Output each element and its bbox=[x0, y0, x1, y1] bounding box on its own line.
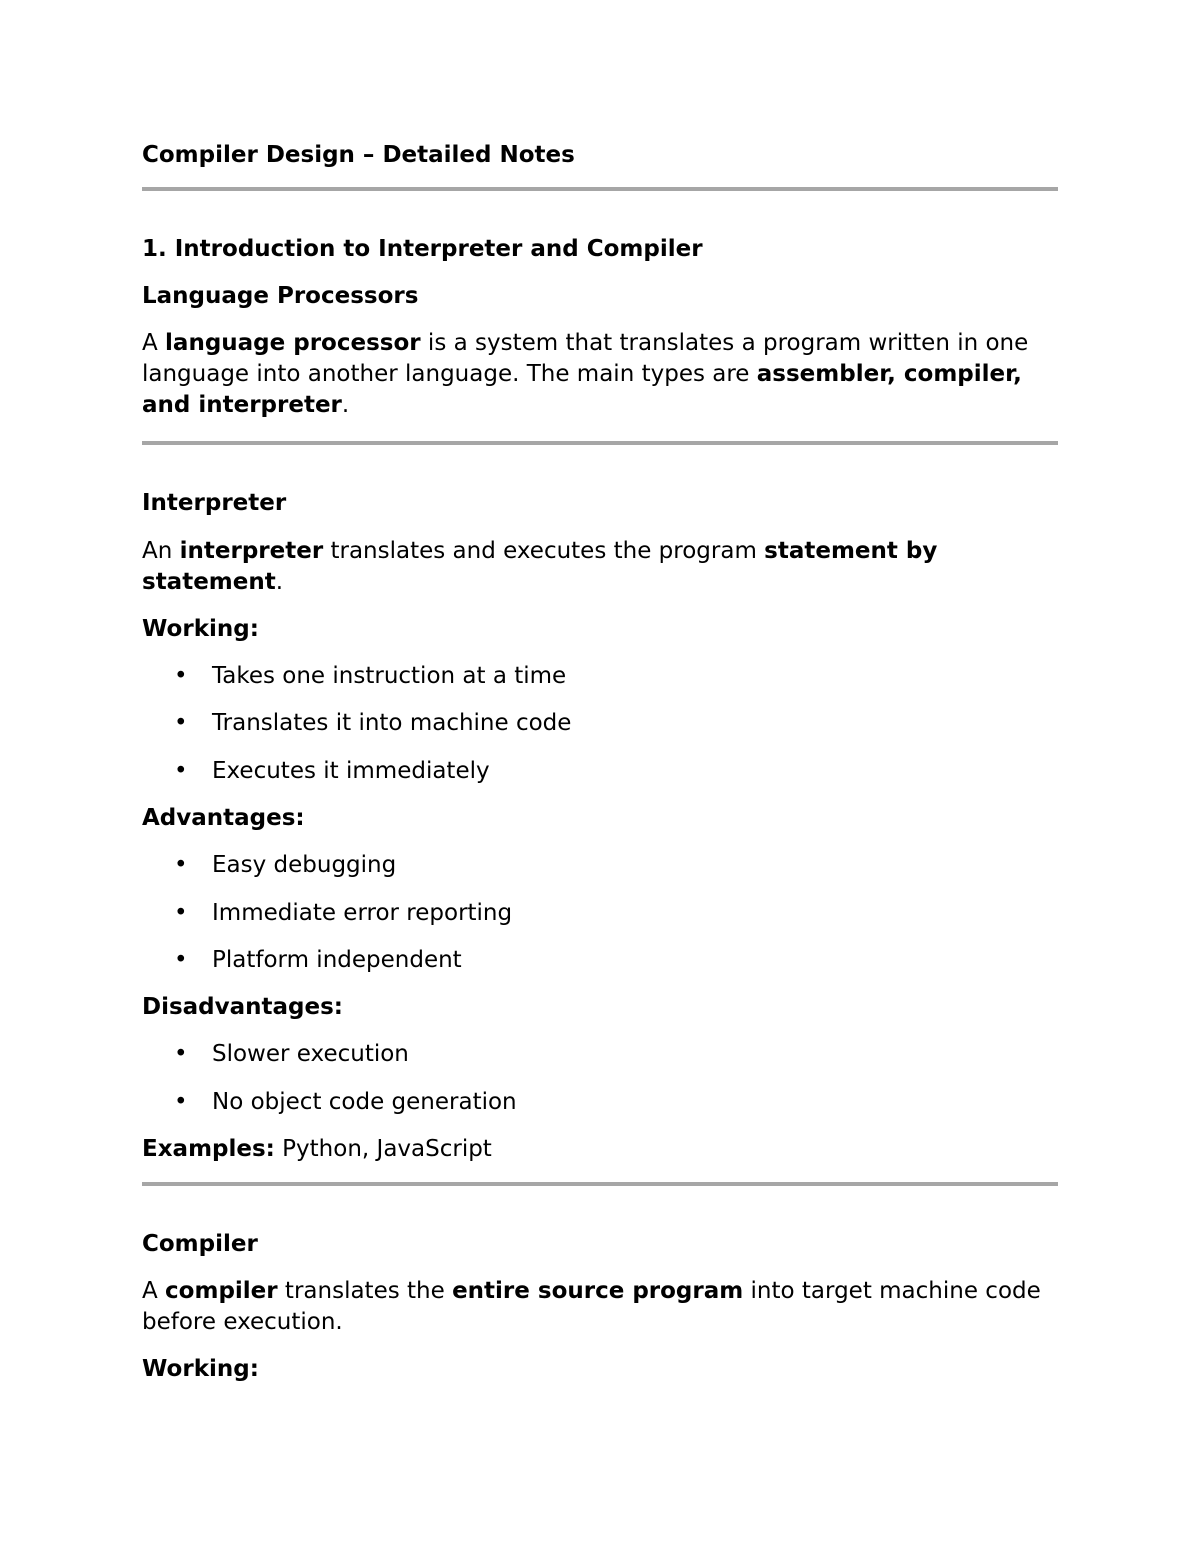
document-title: Compiler Design – Detailed Notes bbox=[142, 142, 575, 168]
document-body bbox=[142, 140, 1058, 1385]
list-item: • Translates it into machine code bbox=[142, 708, 1058, 739]
bullet-icon: • bbox=[174, 899, 188, 926]
paragraph-language-processor: A language processor is a system that translates a program written in one language into another language. The main types are assembler, compiler, and interpreter. bbox=[142, 330, 1029, 418]
bullet-icon: • bbox=[174, 852, 188, 879]
section-heading: 1. Introduction to Interpreter and Compiler bbox=[142, 236, 703, 262]
list-item: • No object code generation bbox=[142, 1087, 1058, 1118]
paragraph-compiler: A compiler translates the entire source program into target machine code before execution. bbox=[142, 1278, 1041, 1336]
bullet-icon: • bbox=[174, 1088, 188, 1115]
list-item: • Executes it immediately bbox=[142, 756, 1058, 787]
bullet-icon: • bbox=[174, 757, 188, 784]
horizontal-rule bbox=[142, 1182, 1058, 1186]
working-list bbox=[142, 661, 1058, 787]
bullet-icon: • bbox=[174, 946, 188, 973]
bullet-icon: • bbox=[174, 710, 188, 737]
working-label: Working: bbox=[142, 616, 259, 642]
list-item: • Platform independent bbox=[142, 945, 1058, 976]
examples-line: Examples: Python, JavaScript bbox=[142, 1136, 492, 1163]
disadvantages-list bbox=[142, 1039, 1058, 1117]
list-item: • Slower execution bbox=[142, 1039, 1058, 1070]
advantages-label: Advantages: bbox=[142, 805, 305, 832]
advantages-list bbox=[142, 850, 1058, 976]
horizontal-rule bbox=[142, 187, 1058, 191]
subsection-heading: Language Processors bbox=[142, 283, 419, 309]
list-item: • Immediate error reporting bbox=[142, 898, 1058, 929]
paragraph-interpreter: An interpreter translates and executes the program statement by statement. bbox=[142, 538, 938, 595]
bullet-icon: • bbox=[174, 663, 188, 689]
list-item: • Easy debugging bbox=[142, 850, 1058, 881]
subsection-heading-compiler: Compiler bbox=[142, 1231, 258, 1258]
working-label: Working: bbox=[142, 1356, 259, 1383]
bullet-icon: • bbox=[174, 1041, 188, 1068]
disadvantages-label: Disadvantages: bbox=[142, 994, 344, 1021]
list-item: • Takes one instruction at a time bbox=[142, 661, 1058, 692]
subsection-heading-interpreter: Interpreter bbox=[142, 490, 287, 516]
horizontal-rule bbox=[142, 441, 1058, 445]
